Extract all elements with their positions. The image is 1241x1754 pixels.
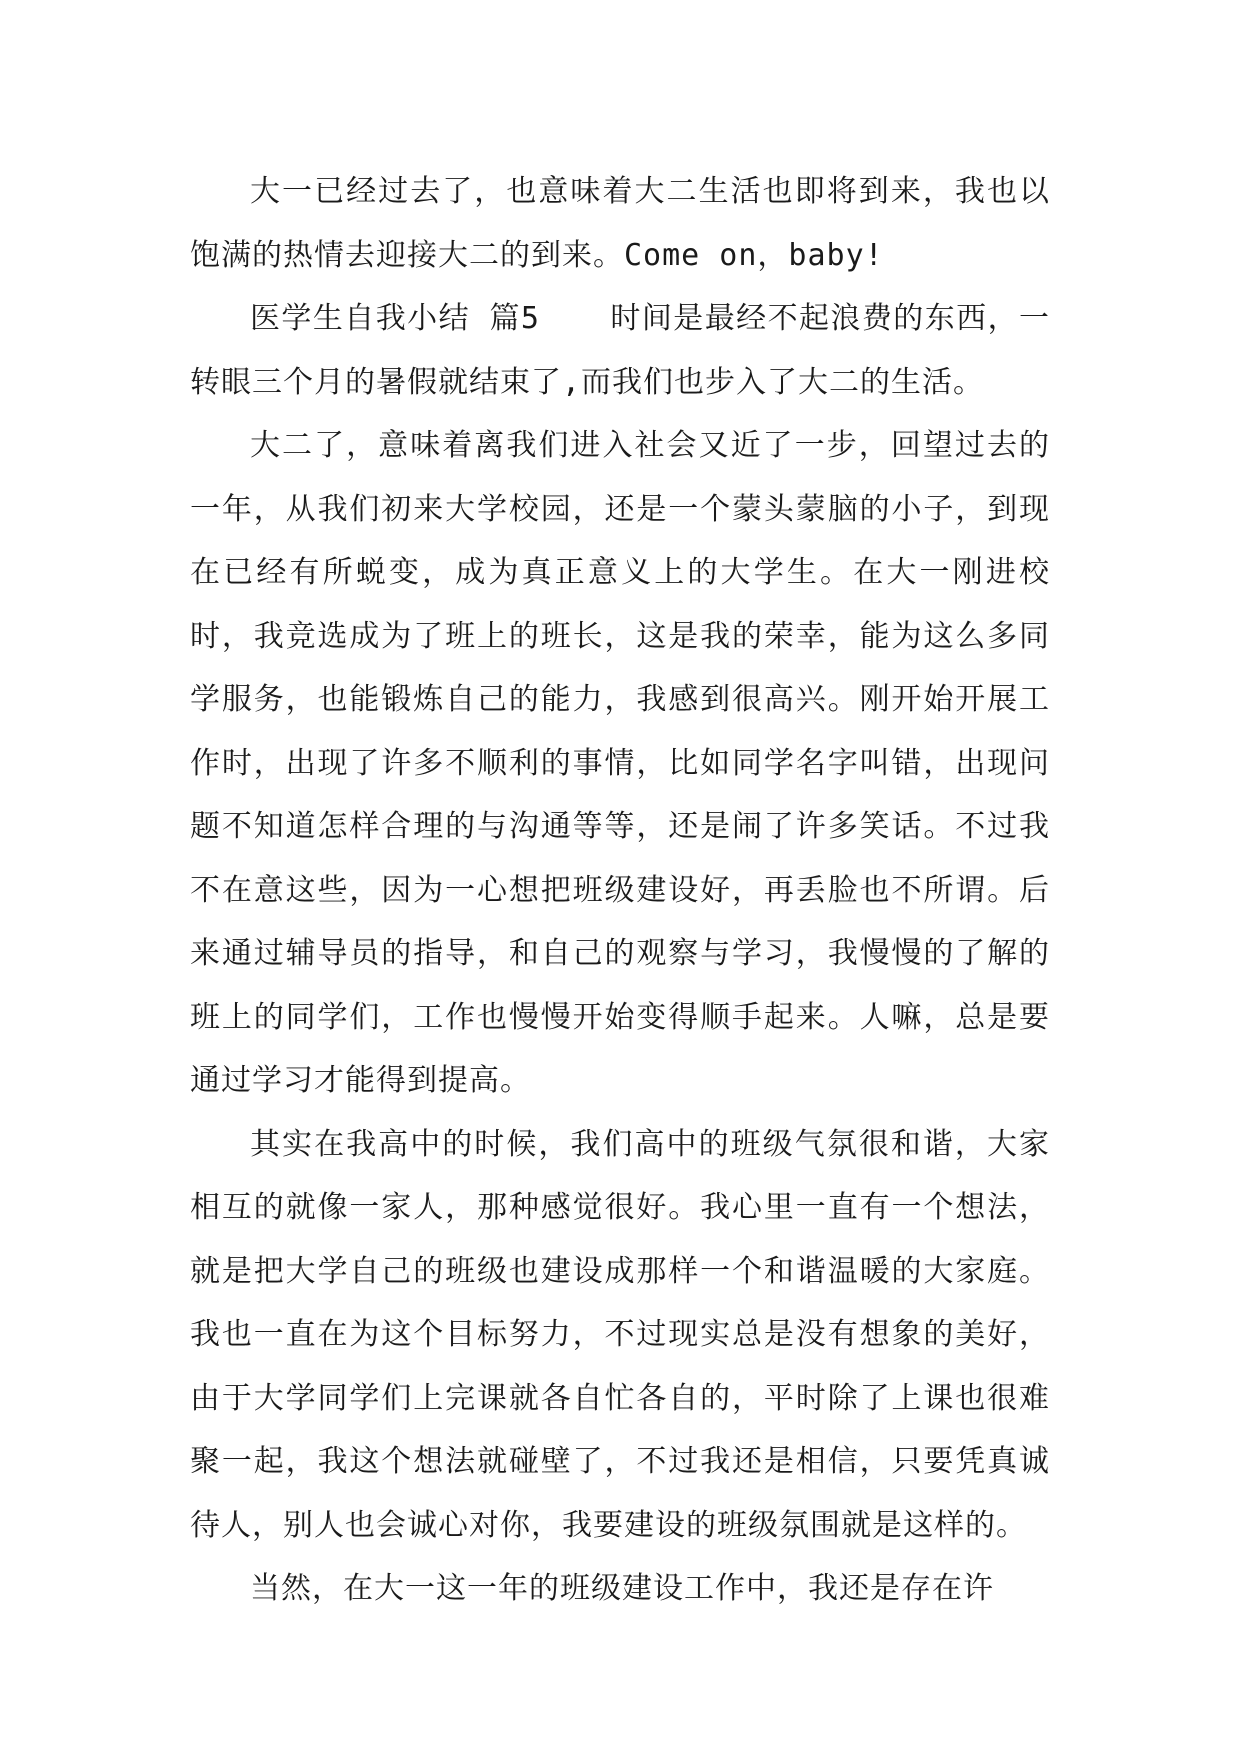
paragraph-3 (190, 414, 1050, 1113)
document-body (190, 160, 1050, 1621)
paragraph-text: 当然，在大一这一年的班级建设工作中，我还是存在许 (250, 1571, 994, 1606)
paragraph-text: 大一已经过去了，也意味着大二生活也即将到来，我也以饱满的热情去迎接大二的到来。Come on，baby! (190, 174, 1050, 273)
paragraph-text: 大二了，意味着离我们进入社会又近了一步，回望过去的一年，从我们初来大学校园，还是一个蒙头蒙脑的小子，到现在已经有所蜕变，成为真正意义上的大学生。在大一刚进校时，我竞选成为了班上的班长，这是我的荣幸，能为这么多同学服务，也能锻炼自己的能力，我感到很高兴。刚开始开展工作时，出现了许多不顺利的事情，比如同学名字叫错，出现问题不知道怎样合理的与沟通等等，还是闹了许多笑话。不过我不在意这些，因为一心想把班级建设好，再丢脸也不所谓。后来通过辅导员的指导，和自己的观察与学习，我慢慢的了解的班上的同学们，工作也慢慢开始变得顺手起来。人嘛，总是要通过学习才能得到提高。 (190, 428, 1050, 1098)
paragraph-1 (190, 160, 1050, 287)
paragraph-2 (190, 287, 1050, 414)
paragraph-5 (190, 1557, 1050, 1621)
paragraph-4 (190, 1113, 1050, 1558)
section-heading: 医学生自我小结 篇5 (250, 301, 540, 336)
paragraph-text: 时间是最经不起浪费的东西，一转眼三个月的暑假就结束了,而我们也步入了大二的生活。 (190, 301, 1051, 400)
paragraph-text: 其实在我高中的时候，我们高中的班级气氛很和谐，大家相互的就像一家人，那种感觉很好。我心里一直有一个想法，就是把大学自己的班级也建设成那样一个和谐温暖的大家庭。我也一直在为这个目标努力，不过现实总是没有想象的美好，由于大学同学们上完课就各自忙各自的，平时除了上课也很难聚一起，我这个想法就碰壁了，不过我还是相信，只要凭真诚待人，别人也会诚心对你，我要建设的班级氛围就是这样的。 (190, 1126, 1050, 1543)
